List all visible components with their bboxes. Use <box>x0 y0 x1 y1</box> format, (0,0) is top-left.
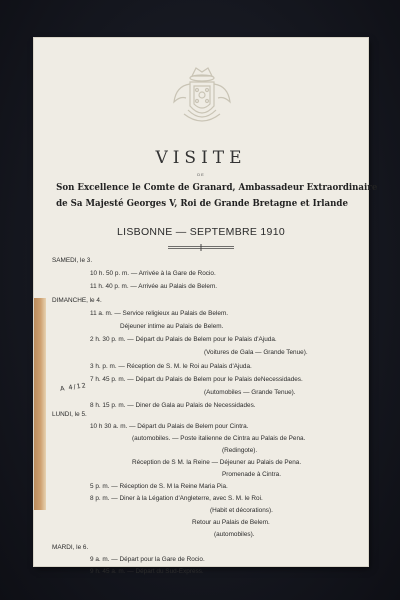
schedule-entry: 9 a. m. — Départ pour la Gare de Rocio. <box>90 556 205 563</box>
schedule-note: Promenade à Cintra. <box>222 471 281 478</box>
city-and-date: LISBONNE — SEPTEMBRE 1910 <box>117 226 285 238</box>
schedule-entry: Déjeuner intime au Palais de Belem. <box>120 323 224 330</box>
heading-line-2: de Sa Majesté Georges V, Roi de Grande Bretagne et Irlande <box>56 198 348 209</box>
schedule-entry: 11 a. m. — Service religieux au Palais de Belem. <box>90 310 229 317</box>
water-stain <box>34 298 46 510</box>
schedule-note: (Voitures de Gala — Grande Tenue). <box>204 349 308 356</box>
program-card <box>34 38 378 575</box>
schedule-entry: 2 h. 30 p. m. — Départ du Palais de Belem pour le Palais d'Ajuda. <box>90 336 277 343</box>
day-header: MARDI, le 6. <box>52 544 89 551</box>
schedule-entry: 10 h. 50 p. m. — Arrivée à la Gare de Rocio. <box>90 270 216 277</box>
pencil-annotation: A 4/12 <box>59 381 88 393</box>
schedule-entry: 3 h. p. m. — Réception de S. M. le Roi au Palais d'Ajuda. <box>90 363 252 370</box>
schedule-entry: 8 h. 15 p. m. — Diner de Gala au Palais de Necessidades. <box>90 402 256 409</box>
schedule-note: (Redingote). <box>222 447 258 454</box>
schedule-note: (automobiles). <box>214 531 255 538</box>
schedule-entry: 7 h. 45 p. m. — Départ du Palais de Belem pour le Palais deNecessidades. <box>90 376 303 383</box>
title-connector: DE <box>197 172 205 177</box>
document-title: VISITE <box>155 148 247 168</box>
schedule-entry: (automobiles. — Poste italienne de Cintra au Palais de Pena. <box>132 435 306 442</box>
day-header: DIMANCHE, le 4. <box>52 297 102 304</box>
schedule-entry: 5 p. m. — Réception de S. M la Reine Maria Pia. <box>90 483 228 490</box>
schedule-note: (Habit et décorations). <box>210 507 273 514</box>
heading-line-1: Son Excellence le Comte de Granard, Ambassadeur Extraordinaire <box>56 182 378 193</box>
schedule-entry: 9 h. 45 a. m. — Départ du Sud-Express. <box>90 568 204 575</box>
royal-crest-emblem <box>166 62 238 134</box>
schedule-note: (Automobiles — Grande Tenue). <box>204 389 296 396</box>
schedule-entry: 11 h. 40 p. m. — Arrivée au Palais de Belem. <box>90 283 218 290</box>
schedule-entry: 8 p. m. — Diner à la Légation d'Angleterre, avec S. M. le Roi. <box>90 495 263 502</box>
schedule-entry: Retour au Palais de Belem. <box>192 519 270 526</box>
schedule-entry: 10 h 30 a. m. — Départ du Palais de Belem pour Cintra. <box>90 423 249 430</box>
day-header: LUNDI, le 5. <box>52 411 87 418</box>
schedule-entry: Réception de S M. la Reine — Déjeuner au Palais de Pena. <box>132 459 302 466</box>
ornamental-divider <box>168 244 234 251</box>
day-header: SAMEDI, le 3. <box>52 257 93 264</box>
